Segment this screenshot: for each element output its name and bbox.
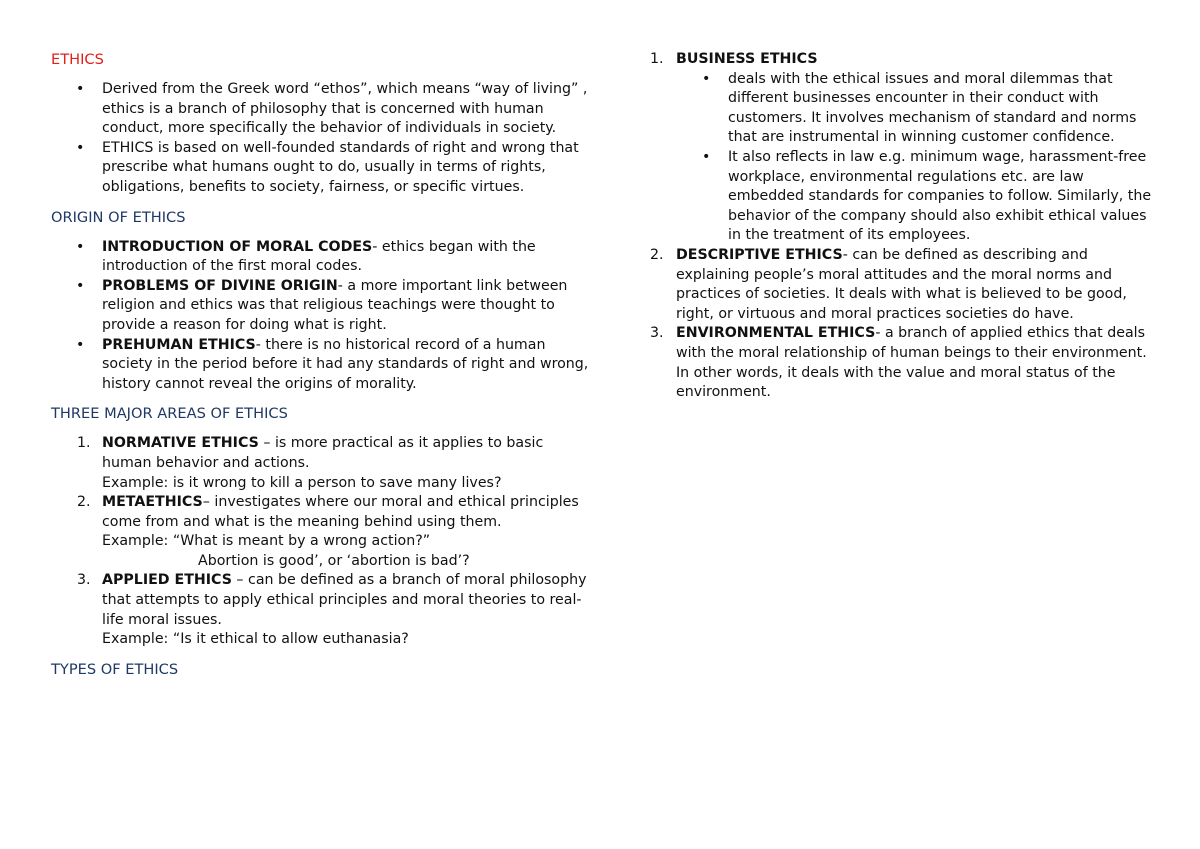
list-item: [650, 50, 1155, 246]
list-item: [51, 493, 591, 571]
areas-heading: THREE MAJOR AREAS OF ETHICS: [51, 405, 288, 423]
item-text: - there is no historical record of a human society in the period before it had any standards of right and wrong, history cannot reveal the origins of morality.: [102, 336, 589, 392]
item-text: – investigates where our moral and ethical principles come from and what is the meaning behind using them.: [102, 494, 579, 530]
item-number: 1.: [77, 435, 91, 452]
item-number: 2.: [77, 494, 91, 511]
item-number: 3.: [650, 325, 664, 342]
item-term: PREHUMAN ETHICS: [102, 336, 256, 353]
item-term: BUSINESS ETHICS: [676, 51, 818, 67]
item-text: - can be defined as describing and explaining people’s moral attitudes and the moral norms and practices of societies. It deals with what is believed to be good, right, or virtuous and moral practices societies do have.: [676, 246, 1127, 322]
business-ethics-bullets: [676, 70, 1155, 246]
item-example: Example: “Is it ethical to allow euthanasia?: [102, 631, 409, 648]
list-item: [51, 336, 591, 395]
list-item: [650, 246, 1155, 324]
right-column: [650, 50, 1155, 403]
list-item: [51, 434, 591, 493]
types-heading: TYPES OF ETHICS: [51, 660, 179, 678]
item-text: - a more important link between religion and ethics was that religious teachings were thought to provide a reason for doing what is right.: [102, 277, 568, 333]
origin-heading: ORIGIN OF ETHICS: [51, 208, 186, 226]
item-term: INTRODUCTION OF MORAL CODES: [102, 238, 373, 255]
item-term: ENVIRONMENTAL ETHICS: [676, 325, 876, 342]
item-term: PROBLEMS OF DIVINE ORIGIN: [102, 277, 338, 294]
item-text: – can be defined as a branch of moral philosophy that attempts to apply ethical principles and moral theories to real-life moral issues.: [102, 572, 587, 628]
list-item: [51, 238, 591, 277]
item-term: DESCRIPTIVE ETHICS: [676, 246, 843, 263]
list-item: • It also reflects in law e.g. minimum wage, harassment-free workplace, environmental regulations etc. are law embedded standards for companies to follow. Similarly, the behavior of the company should also exhibit ethical values in the treatment of its employees.: [676, 148, 1155, 246]
list-item: [650, 324, 1155, 402]
item-example: Example: is it wrong to kill a person to save many lives?: [102, 474, 502, 491]
list-item: [51, 277, 591, 336]
ethics-title: ETHICS: [51, 51, 104, 68]
item-number: 3.: [77, 572, 91, 589]
item-example-continued: Abortion is good’, or ‘abortion is bad’?: [198, 552, 470, 569]
item-text: - a branch of applied ethics that deals with the moral relationship of human beings to their environment. In other words, it deals with the value and moral status of the environment.: [676, 325, 1147, 401]
item-example: Example: “What is meant by a wrong action?”: [102, 533, 431, 550]
list-item: • deals with the ethical issues and moral dilemmas that different businesses encounter in their conduct with customers. It involves mechanism of standard and norms that are instrumental in winning customer confidence.: [676, 70, 1155, 148]
types-list: [650, 50, 1155, 403]
intro-bullet-list: [51, 80, 591, 198]
list-item: • ETHICS is based on well-founded standards of right and wrong that prescribe what humans ought to do, usually in terms of rights, obligations, benefits to society, fairness, or specific virtues.: [51, 139, 591, 198]
item-term: APPLIED ETHICS: [102, 572, 232, 589]
left-column: [51, 50, 591, 690]
list-item: [51, 571, 591, 649]
item-term: NORMATIVE ETHICS: [102, 435, 259, 452]
item-number: 2.: [650, 246, 664, 263]
item-number: 1.: [650, 51, 664, 67]
list-item: • Derived from the Greek word “ethos”, which means “way of living” , ethics is a branch of philosophy that is concerned with human conduct, more specifically the behavior of individuals in society.: [51, 80, 591, 139]
origin-list: [51, 238, 591, 395]
areas-list: [51, 434, 591, 650]
item-text: – is more practical as it applies to basic human behavior and actions.: [102, 435, 544, 471]
item-term: METAETHICS: [102, 494, 203, 511]
item-text: - ethics began with the introduction of the first moral codes.: [102, 238, 536, 275]
